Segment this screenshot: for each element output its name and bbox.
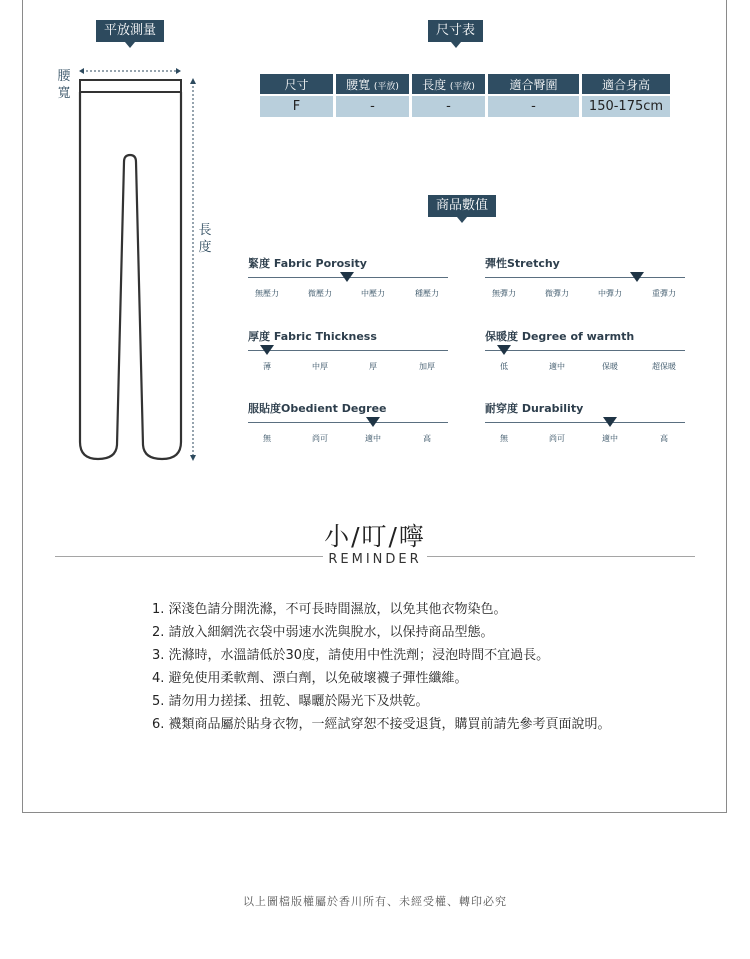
spec-scale-label: 加厚	[419, 362, 435, 371]
reminder-list	[152, 598, 611, 736]
spec-scale-label: 中厚	[312, 362, 328, 371]
spec-scale-label: 微彈力	[545, 289, 569, 298]
height-header: 適合身高	[582, 74, 670, 94]
length-label: 長度	[198, 223, 212, 255]
spec-scale-line	[485, 350, 685, 351]
length-header: 長度 (平放)	[412, 74, 485, 94]
spec-scale-label: 中壓力	[361, 289, 385, 298]
spec-marker-icon	[603, 417, 617, 427]
spec-scale-label: 適中	[549, 362, 565, 371]
spec-scale-label: 無	[500, 434, 508, 443]
spec-marker-icon	[497, 345, 511, 355]
size-cell: F	[260, 96, 333, 117]
spec-scale-line	[248, 350, 448, 351]
specs-tag: 商品數值	[428, 195, 496, 217]
list-item: 4. 避免使用柔軟劑、漂白劑，以免破壞襪子彈性纖維。	[152, 671, 468, 686]
spec-marker-icon	[630, 272, 644, 282]
hip-cell: -	[488, 96, 579, 117]
spec-scale-label: 保暖	[602, 362, 618, 371]
height-cell: 150-175cm	[582, 96, 670, 117]
spec-scale-label: 厚	[369, 362, 377, 371]
spec-scale-label: 種壓力	[415, 289, 439, 298]
spec-scale-line	[485, 422, 685, 423]
flat-measure-tag: 平放測量	[96, 20, 164, 42]
spec-scale-label: 尚可	[312, 434, 328, 443]
spec-scale-label: 薄	[263, 362, 271, 371]
spec-scale-label: 無壓力	[255, 289, 279, 298]
waist-cell: -	[336, 96, 409, 117]
spec-scale-title: 保暖度 Degree of warmth	[485, 330, 635, 343]
tights-diagram	[70, 62, 210, 467]
spec-scale-line	[248, 422, 448, 423]
spec-scale-label: 超保暖	[652, 362, 676, 371]
spec-scale-label: 微壓力	[308, 289, 332, 298]
size-table	[257, 72, 673, 119]
spec-scale-line	[485, 277, 685, 278]
spec-scale-title: 厚度 Fabric Thickness	[248, 330, 377, 343]
spec-marker-icon	[366, 417, 380, 427]
list-item: 1. 深淺色請分開洗滌，不可長時間濕放，以免其他衣物染色。	[152, 602, 507, 617]
waist-label: 腰寬	[57, 69, 71, 101]
length-cell: -	[412, 96, 485, 117]
list-item: 5. 請勿用力搓揉、扭乾、曝曬於陽光下及烘乾。	[152, 694, 429, 709]
copyright-footer: 以上圖檔版權屬於香川所有、未經受權、轉印必究	[243, 895, 507, 908]
spec-scale-label: 尚可	[549, 434, 565, 443]
waist-header: 腰寬 (平放)	[336, 74, 409, 94]
list-item: 6. 襪類商品屬於貼身衣物，一經試穿恕不接受退貨，購買前請先參考頁面說明。	[152, 717, 611, 732]
spec-scale-label: 重彈力	[652, 289, 676, 298]
spec-scale-title: 耐穿度 Durability	[485, 402, 584, 415]
spec-marker-icon	[340, 272, 354, 282]
spec-scale-label: 高	[423, 434, 431, 443]
size-table-tag: 尺寸表	[428, 20, 483, 42]
spec-scale-label: 無彈力	[492, 289, 516, 298]
spec-scale-label: 適中	[365, 434, 381, 443]
spec-scale-title: 緊度 Fabric Porosity	[248, 257, 367, 270]
spec-scale-label: 無	[263, 434, 271, 443]
reminder-subtitle: REMINDER	[0, 548, 750, 567]
reminder-title: 小/叮/嚀	[324, 522, 426, 551]
spec-scale-label: 適中	[602, 434, 618, 443]
spec-scale-label: 高	[660, 434, 668, 443]
list-item: 3. 洗滌時，水溫請低於30度，請使用中性洗劑；浸泡時間不宜過長。	[152, 648, 550, 663]
size-header: 尺寸	[260, 74, 333, 94]
hip-header: 適合臀圍	[488, 74, 579, 94]
spec-scale-label: 低	[500, 362, 508, 371]
spec-marker-icon	[260, 345, 274, 355]
spec-scale-label: 中彈力	[598, 289, 622, 298]
spec-scale-title: 彈性Stretchy	[485, 257, 560, 270]
list-item: 2. 請放入細網洗衣袋中弱速水洗與脫水，以保持商品型態。	[152, 625, 494, 640]
spec-scale-title: 服貼度Obedient Degree	[248, 402, 387, 415]
